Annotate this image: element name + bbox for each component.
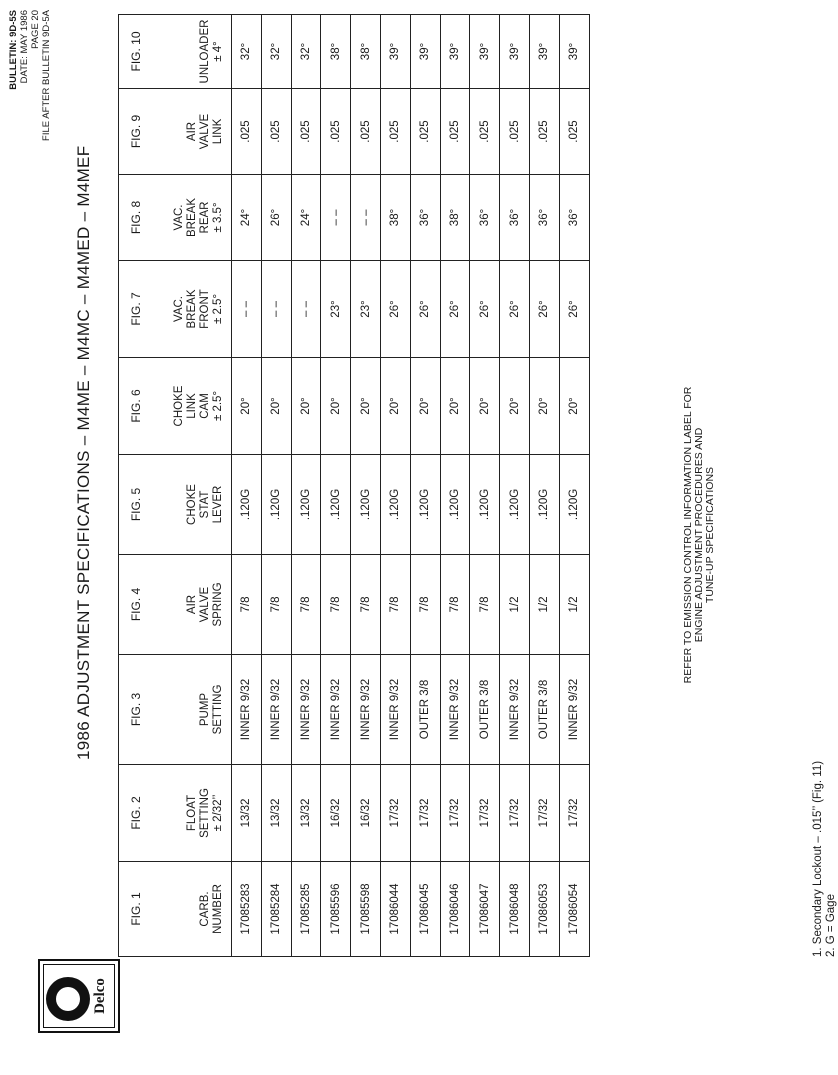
table-cell: – – [321, 175, 351, 261]
table-cell: – – [232, 261, 262, 358]
table-cell: .120G [291, 455, 321, 555]
table-cell: 13/32 [261, 765, 291, 862]
table-row [440, 15, 470, 957]
table-cell: 20° [470, 358, 500, 455]
table-cell: .025 [470, 89, 500, 175]
table-cell: INNER 9/32 [291, 655, 321, 765]
table-cell: 36° [410, 175, 440, 261]
bulletin-page: PAGE 20 [30, 10, 41, 49]
table-body [232, 15, 590, 957]
table-cell: 24° [291, 175, 321, 261]
table-cell: INNER 9/32 [559, 655, 589, 765]
column-title-line: STAT [199, 490, 211, 519]
table-cell: 17086046 [440, 862, 470, 957]
table-cell: INNER 9/32 [232, 655, 262, 765]
fig-label: FIG. 4 [129, 587, 143, 622]
column-title-line: LINK [212, 118, 224, 145]
table-cell: .120G [410, 455, 440, 555]
table-cell: 39° [380, 15, 410, 89]
column-title-line: AIR [186, 594, 198, 615]
table-cell: INNER 9/32 [440, 655, 470, 765]
table-cell: 7/8 [291, 555, 321, 655]
table-cell: 7/8 [410, 555, 440, 655]
table-cell: 20° [232, 358, 262, 455]
delco-logo [38, 959, 120, 1033]
table-cell: 20° [261, 358, 291, 455]
column-title [186, 555, 225, 654]
column-title-line: ± 2.5° [212, 390, 224, 422]
table-cell: 16/32 [321, 765, 351, 862]
column-title [199, 655, 225, 764]
column-title-line: SETTING [199, 788, 211, 838]
table-cell: 20° [380, 358, 410, 455]
table-cell: 20° [291, 358, 321, 455]
table-cell: 20° [440, 358, 470, 455]
table-cell: 17085598 [351, 862, 381, 957]
table-cell: INNER 9/32 [380, 655, 410, 765]
column-title-line: LINK [186, 393, 198, 419]
table-cell: 17085596 [321, 862, 351, 957]
refer-line-3: TUNE-UP SPECIFICATIONS [704, 466, 716, 604]
column-header [119, 555, 232, 655]
table-cell: .120G [470, 455, 500, 555]
fig-label: FIG. 2 [129, 796, 143, 830]
table-cell: 26° [440, 261, 470, 358]
column-title-line: CHOKE [186, 484, 198, 525]
column-header [119, 175, 232, 261]
fig-label: FIG. 1 [129, 892, 143, 926]
table-cell: 17/32 [440, 765, 470, 862]
column-title-line: CARB. [199, 891, 211, 927]
column-title-line: SETTING [212, 684, 224, 735]
table-row [291, 15, 321, 957]
table-cell: 26° [500, 261, 530, 358]
column-title-line: ± 3.5° [212, 202, 224, 233]
column-header [119, 89, 232, 175]
column-title-line: VALVE [199, 113, 211, 150]
table-cell: INNER 9/32 [321, 655, 351, 765]
table-cell: 26° [410, 261, 440, 358]
table-cell: .025 [380, 89, 410, 175]
table-cell: 36° [500, 175, 530, 261]
column-title-line: AIR [186, 121, 198, 142]
table-cell: 39° [440, 15, 470, 89]
table-cell: 20° [351, 358, 381, 455]
table-cell: .120G [232, 455, 262, 555]
table-cell: 20° [559, 358, 589, 455]
footnote-2: 2. G = Gage [825, 894, 837, 957]
table-cell: 7/8 [440, 555, 470, 655]
header-row [119, 15, 232, 957]
table-cell: 7/8 [470, 555, 500, 655]
table-cell: 32° [291, 15, 321, 89]
table-cell: 20° [529, 358, 559, 455]
column-title [173, 261, 225, 357]
table-row [529, 15, 559, 957]
column-title-line: ± 2/32’’ [212, 794, 224, 832]
table-cell: 17086053 [529, 862, 559, 957]
table-cell: 17086044 [380, 862, 410, 957]
column-title [173, 358, 225, 454]
column-title-line: CAM [199, 393, 211, 419]
table-cell: .120G [321, 455, 351, 555]
table-cell: 17086048 [500, 862, 530, 957]
table-cell: .025 [440, 89, 470, 175]
column-title-line: PUMP [199, 692, 211, 727]
column-title-line: BREAK [186, 289, 198, 329]
column-title-line: VAC. [173, 296, 185, 322]
table-cell: 38° [351, 15, 381, 89]
table-cell: 20° [321, 358, 351, 455]
table-row [500, 15, 530, 957]
fig-label: FIG. 5 [129, 487, 143, 522]
table-cell: .120G [500, 455, 530, 555]
table-cell: 1/2 [559, 555, 589, 655]
fig-label: FIG. 6 [129, 389, 143, 423]
table-row [351, 15, 381, 957]
table-cell: – – [351, 175, 381, 261]
table-cell: 17/32 [559, 765, 589, 862]
column-title-line: FLOAT [186, 794, 198, 832]
bulletin-date: DATE: MAY 1986 [19, 10, 30, 84]
table-row [410, 15, 440, 957]
table-cell: 1/2 [500, 555, 530, 655]
table-cell: 36° [470, 175, 500, 261]
table-cell: 17086047 [470, 862, 500, 957]
column-title-line: VALVE [199, 586, 211, 623]
table-cell: 17086045 [410, 862, 440, 957]
table-cell: 32° [261, 15, 291, 89]
table-row [261, 15, 291, 957]
column-title-line: VAC. [173, 204, 185, 231]
table-cell: .025 [232, 89, 262, 175]
table-cell: 26° [529, 261, 559, 358]
table-cell: 13/32 [232, 765, 262, 862]
table-cell: 16/32 [351, 765, 381, 862]
table-cell: 36° [529, 175, 559, 261]
table-cell: .120G [440, 455, 470, 555]
column-title [173, 175, 225, 260]
fig-label: FIG. 10 [129, 31, 143, 72]
table-cell: – – [261, 261, 291, 358]
footnote-1: 1. Secondary Lockout – .015’’ (Fig. 11) [812, 760, 824, 957]
table-cell: 39° [470, 15, 500, 89]
column-header [119, 455, 232, 555]
table-cell: .025 [291, 89, 321, 175]
table-row [232, 15, 262, 957]
column-title-line: REAR [199, 201, 211, 234]
table-cell: 36° [559, 175, 589, 261]
refer-note [683, 345, 716, 725]
column-header [119, 862, 232, 957]
table-cell: 7/8 [232, 555, 262, 655]
table-cell: .025 [559, 89, 589, 175]
table-cell: 24° [232, 175, 262, 261]
table-row [559, 15, 589, 957]
table-row [321, 15, 351, 957]
table-cell: 26° [380, 261, 410, 358]
table-cell: 1/2 [529, 555, 559, 655]
table-cell: 39° [500, 15, 530, 89]
table-cell: 38° [440, 175, 470, 261]
refer-line-1: REFER TO EMISSION CONTROL INFORMATION LABEL FOR [682, 386, 694, 684]
fig-label: FIG. 8 [129, 200, 143, 235]
spec-table [118, 14, 590, 957]
table-cell: .120G [351, 455, 381, 555]
table-cell: .120G [380, 455, 410, 555]
table-cell: .025 [410, 89, 440, 175]
delco-circle-icon [46, 977, 90, 1021]
fig-label: FIG. 3 [129, 692, 143, 727]
column-title-line: LEVER [212, 485, 224, 524]
table-cell: .025 [261, 89, 291, 175]
table-cell: OUTER 3/8 [529, 655, 559, 765]
table-cell: 7/8 [351, 555, 381, 655]
logo-text: Delco [92, 978, 108, 1014]
table-cell: 39° [559, 15, 589, 89]
table-cell: INNER 9/32 [351, 655, 381, 765]
table-cell: .025 [500, 89, 530, 175]
column-title [199, 15, 225, 88]
column-header [119, 655, 232, 765]
table-cell: 38° [321, 15, 351, 89]
footnotes [812, 757, 838, 957]
column-title-line: FRONT [199, 289, 211, 329]
column-title [199, 862, 225, 956]
table-row [380, 15, 410, 957]
table-cell: 26° [559, 261, 589, 358]
column-title [186, 89, 225, 174]
table-cell: .025 [321, 89, 351, 175]
refer-line-2: ENGINE ADJUSTMENT PROCEDURES AND [693, 427, 705, 643]
table-cell: 32° [232, 15, 262, 89]
table-cell: .025 [351, 89, 381, 175]
table-cell: 17085285 [291, 862, 321, 957]
table-cell: 17/32 [410, 765, 440, 862]
table-cell: OUTER 3/8 [410, 655, 440, 765]
table-cell: 20° [410, 358, 440, 455]
table-cell: .120G [559, 455, 589, 555]
table-cell: INNER 9/32 [261, 655, 291, 765]
table-cell: 17/32 [470, 765, 500, 862]
table-cell: 17085284 [261, 862, 291, 957]
column-title-line: NUMBER [212, 884, 224, 934]
table-cell: 17086054 [559, 862, 589, 957]
column-title-line: CHOKE [173, 385, 185, 427]
fig-label: FIG. 7 [129, 292, 143, 326]
table-cell: 17/32 [500, 765, 530, 862]
table-row [470, 15, 500, 957]
table-cell: 17/32 [380, 765, 410, 862]
column-header [119, 765, 232, 862]
table-cell: 39° [529, 15, 559, 89]
table-cell: 7/8 [261, 555, 291, 655]
table-cell: 7/8 [380, 555, 410, 655]
table-cell: 38° [380, 175, 410, 261]
table-cell: 7/8 [321, 555, 351, 655]
column-header [119, 358, 232, 455]
page-title: 1986 ADJUSTMENT SPECIFICATIONS – M4ME – M4MC – M4MED – M4MEF [74, 145, 93, 760]
table-cell: 17/32 [529, 765, 559, 862]
table-cell: 17085283 [232, 862, 262, 957]
table-cell: .025 [529, 89, 559, 175]
column-header [119, 261, 232, 358]
table-cell: 26° [470, 261, 500, 358]
table-cell: 39° [410, 15, 440, 89]
bulletin-file-after: FILE AFTER BULLETIN 9D-5A [41, 10, 52, 141]
table-cell: OUTER 3/8 [470, 655, 500, 765]
table-cell: – – [291, 261, 321, 358]
column-title-line: BREAK [186, 198, 198, 237]
table-cell: 23° [351, 261, 381, 358]
column-title-line: ± 2.5° [212, 293, 224, 325]
column-title-line: UNLOADER [199, 19, 211, 84]
bulletin-info [8, 10, 52, 170]
column-title-line: SPRING [212, 582, 224, 627]
column-title-line: ± 4° [212, 41, 224, 62]
table-cell: INNER 9/32 [500, 655, 530, 765]
table-cell: .120G [529, 455, 559, 555]
table-cell: 13/32 [291, 765, 321, 862]
table-cell: 23° [321, 261, 351, 358]
table-cell: 26° [261, 175, 291, 261]
table-cell: .120G [261, 455, 291, 555]
bulletin-number: BULLETIN: 9D-5S [8, 10, 19, 90]
column-title [186, 765, 225, 861]
fig-label: FIG. 9 [129, 114, 143, 149]
column-header [119, 15, 232, 89]
table-cell: 20° [500, 358, 530, 455]
column-title [186, 455, 225, 554]
